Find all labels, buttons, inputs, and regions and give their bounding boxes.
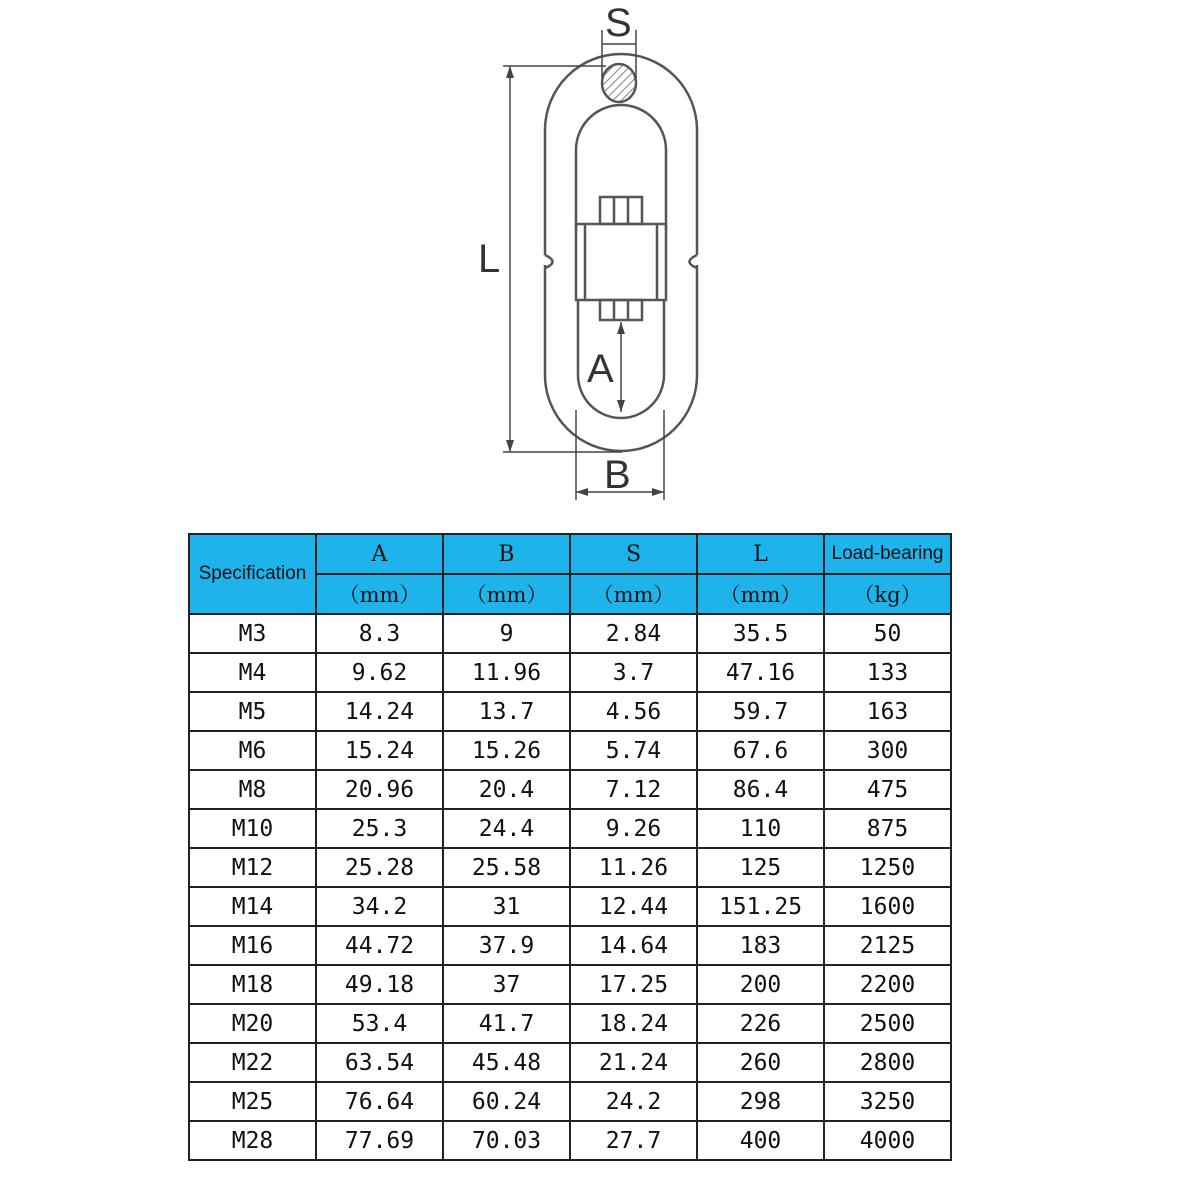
cell-spec: M5	[189, 692, 316, 731]
cell-a: 77.69	[316, 1121, 443, 1160]
label-b: B	[604, 453, 631, 497]
table-row	[189, 653, 951, 692]
cell-l: 151.25	[697, 887, 824, 926]
cell-spec: M12	[189, 848, 316, 887]
cell-l: 400	[697, 1121, 824, 1160]
table-row	[189, 926, 951, 965]
cell-a: 44.72	[316, 926, 443, 965]
cell-s: 21.24	[570, 1043, 697, 1082]
cell-a: 9.62	[316, 653, 443, 692]
table-row	[189, 887, 951, 926]
cell-spec: M25	[189, 1082, 316, 1121]
cell-b: 20.4	[443, 770, 570, 809]
unit-l: （mm）	[697, 574, 824, 614]
header-s: S	[570, 534, 697, 574]
cell-l: 260	[697, 1043, 824, 1082]
table-row	[189, 770, 951, 809]
table-row	[189, 1082, 951, 1121]
cell-b: 45.48	[443, 1043, 570, 1082]
cell-s: 5.74	[570, 731, 697, 770]
table-row	[189, 965, 951, 1004]
cell-a: 53.4	[316, 1004, 443, 1043]
cell-s: 3.7	[570, 653, 697, 692]
cell-load: 4000	[824, 1121, 951, 1160]
unit-load: （kg）	[824, 574, 951, 614]
cell-a: 8.3	[316, 614, 443, 653]
upper-ring-inner	[576, 105, 666, 230]
cell-b: 37.9	[443, 926, 570, 965]
header-l: L	[697, 534, 824, 574]
header-load-bearing: Load-bearing	[824, 534, 951, 574]
cell-spec: M20	[189, 1004, 316, 1043]
swivel-body	[576, 224, 666, 300]
cell-a: 63.54	[316, 1043, 443, 1082]
cell-l: 125	[697, 848, 824, 887]
cell-load: 2500	[824, 1004, 951, 1043]
cell-b: 31	[443, 887, 570, 926]
cell-load: 2800	[824, 1043, 951, 1082]
cell-b: 9	[443, 614, 570, 653]
cell-s: 7.12	[570, 770, 697, 809]
cell-spec: M6	[189, 731, 316, 770]
cell-load: 475	[824, 770, 951, 809]
unit-a: （mm）	[316, 574, 443, 614]
cell-a: 34.2	[316, 887, 443, 926]
cell-b: 41.7	[443, 1004, 570, 1043]
cell-l: 67.6	[697, 731, 824, 770]
label-s: S	[605, 1, 632, 45]
table-row	[189, 614, 951, 653]
cell-a: 76.64	[316, 1082, 443, 1121]
cell-load: 2200	[824, 965, 951, 1004]
table-row	[189, 731, 951, 770]
specification-table	[188, 533, 952, 1161]
table-body	[189, 614, 951, 1160]
cell-spec: M18	[189, 965, 316, 1004]
cell-b: 37	[443, 965, 570, 1004]
table-row	[189, 848, 951, 887]
cell-load: 1250	[824, 848, 951, 887]
bottom-nut	[600, 300, 642, 320]
cell-l: 110	[697, 809, 824, 848]
header-a: A	[316, 534, 443, 574]
cell-b: 13.7	[443, 692, 570, 731]
cell-s: 4.56	[570, 692, 697, 731]
cell-s: 18.24	[570, 1004, 697, 1043]
cell-l: 35.5	[697, 614, 824, 653]
cell-s: 14.64	[570, 926, 697, 965]
cell-s: 27.7	[570, 1121, 697, 1160]
cell-spec: M8	[189, 770, 316, 809]
cell-s: 9.26	[570, 809, 697, 848]
cell-b: 60.24	[443, 1082, 570, 1121]
cell-b: 15.26	[443, 731, 570, 770]
cell-load: 1600	[824, 887, 951, 926]
cell-load: 300	[824, 731, 951, 770]
cell-l: 226	[697, 1004, 824, 1043]
cell-a: 25.3	[316, 809, 443, 848]
label-a: A	[587, 347, 614, 391]
cell-l: 183	[697, 926, 824, 965]
cell-l: 59.7	[697, 692, 824, 731]
cell-load: 3250	[824, 1082, 951, 1121]
cell-s: 11.26	[570, 848, 697, 887]
cell-load: 2125	[824, 926, 951, 965]
wire-cross-section	[602, 64, 636, 102]
cell-l: 200	[697, 965, 824, 1004]
top-nut	[600, 197, 642, 224]
cell-load: 875	[824, 809, 951, 848]
cell-spec: M22	[189, 1043, 316, 1082]
cell-b: 25.58	[443, 848, 570, 887]
cell-a: 25.28	[316, 848, 443, 887]
cell-spec: M3	[189, 614, 316, 653]
table-row	[189, 809, 951, 848]
cell-b: 24.4	[443, 809, 570, 848]
unit-s: （mm）	[570, 574, 697, 614]
cell-b: 70.03	[443, 1121, 570, 1160]
cell-spec: M10	[189, 809, 316, 848]
table-row	[189, 1043, 951, 1082]
header-specification: Specification	[189, 534, 316, 614]
cell-a: 20.96	[316, 770, 443, 809]
swivel-diagram	[0, 0, 1200, 520]
cell-a: 49.18	[316, 965, 443, 1004]
cell-spec: M14	[189, 887, 316, 926]
table-row	[189, 1121, 951, 1160]
cell-b: 11.96	[443, 653, 570, 692]
header-b: B	[443, 534, 570, 574]
label-l: L	[478, 237, 501, 281]
cell-l: 47.16	[697, 653, 824, 692]
cell-l: 298	[697, 1082, 824, 1121]
table-row	[189, 692, 951, 731]
cell-spec: M28	[189, 1121, 316, 1160]
cell-load: 133	[824, 653, 951, 692]
cell-load: 50	[824, 614, 951, 653]
cell-a: 15.24	[316, 731, 443, 770]
cell-s: 17.25	[570, 965, 697, 1004]
unit-b: （mm）	[443, 574, 570, 614]
cell-spec: M4	[189, 653, 316, 692]
cell-s: 24.2	[570, 1082, 697, 1121]
table-row	[189, 1004, 951, 1043]
cell-load: 163	[824, 692, 951, 731]
cell-s: 2.84	[570, 614, 697, 653]
cell-l: 86.4	[697, 770, 824, 809]
cell-a: 14.24	[316, 692, 443, 731]
cell-spec: M16	[189, 926, 316, 965]
cell-s: 12.44	[570, 887, 697, 926]
